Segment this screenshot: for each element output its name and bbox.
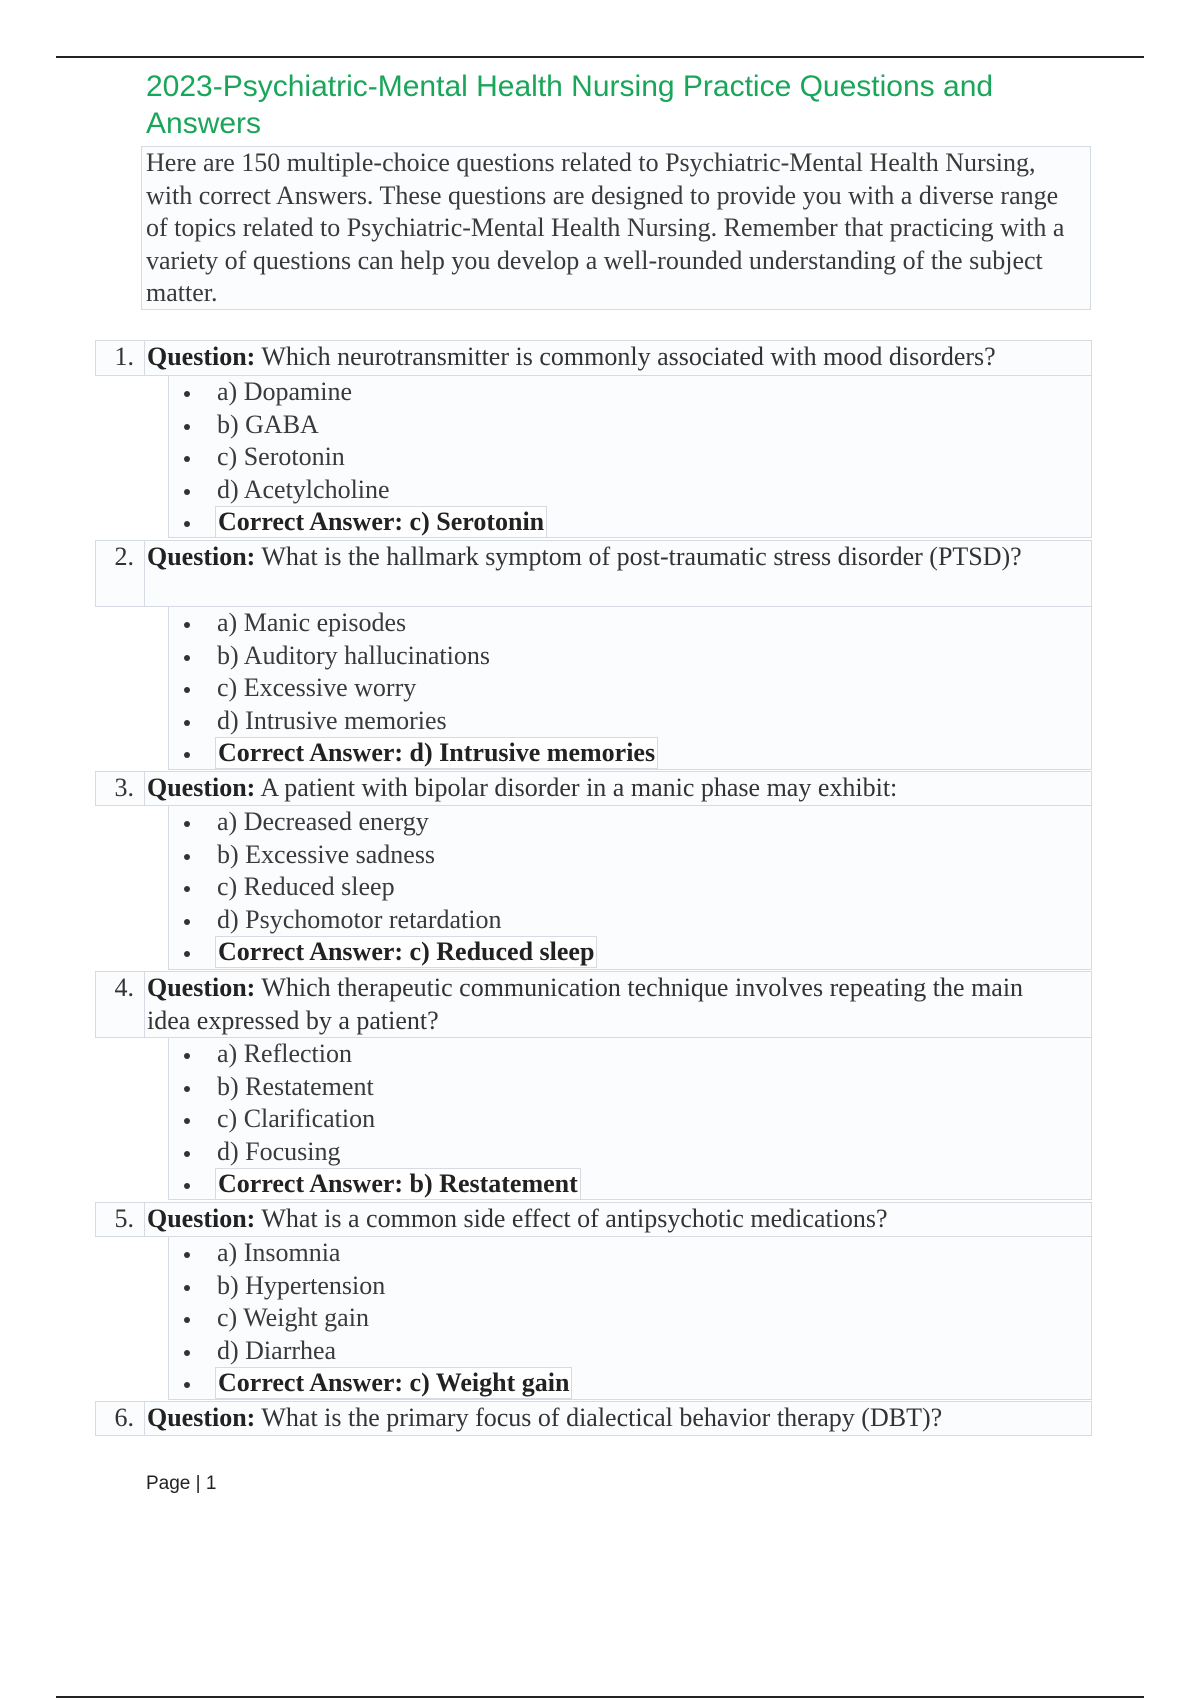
question-row xyxy=(95,771,1092,806)
question-text xyxy=(147,541,1071,574)
bullet-icon xyxy=(184,1317,190,1323)
question-body: What is a common side effect of antipsychotic medications? xyxy=(261,1204,888,1233)
option-item xyxy=(169,409,1091,442)
bullet-icon xyxy=(184,391,190,397)
column-divider xyxy=(144,1203,145,1236)
bullet-icon xyxy=(184,1285,190,1291)
option-item xyxy=(169,1237,1091,1270)
column-divider xyxy=(144,772,145,805)
bullet-icon xyxy=(184,752,190,758)
question-body: What is the hallmark symptom of post-traumatic stress disorder (PTSD)? xyxy=(261,542,1022,571)
option-text: b) Excessive sadness xyxy=(217,839,436,869)
bottom-rule xyxy=(56,1696,1144,1698)
correct-answer-item xyxy=(169,936,1091,969)
question-row xyxy=(95,540,1092,607)
option-item xyxy=(169,871,1091,904)
bullet-icon xyxy=(184,687,190,693)
question-number: 4. xyxy=(114,973,134,1002)
question-row xyxy=(95,340,1092,376)
option-item xyxy=(169,607,1091,640)
question-label: Question: xyxy=(147,1204,256,1233)
page-number: Page | 1 xyxy=(146,1473,217,1494)
option-item xyxy=(169,839,1091,872)
bullet-icon xyxy=(184,1382,190,1388)
correct-answer-item xyxy=(169,1367,1091,1400)
bullet-icon xyxy=(184,720,190,726)
option-text: b) Hypertension xyxy=(217,1270,386,1300)
question-body: What is the primary focus of dialectical behavior therapy (DBT)? xyxy=(261,1403,943,1432)
correct-answer-text: Correct Answer: c) Serotonin xyxy=(215,506,547,538)
option-text: a) Dopamine xyxy=(217,377,353,406)
correct-answer-item xyxy=(169,737,1091,770)
option-item xyxy=(169,904,1091,937)
bullet-icon xyxy=(184,456,190,462)
question-label: Question: xyxy=(147,342,256,371)
question-text xyxy=(147,1203,1071,1236)
bullet-icon xyxy=(184,1151,190,1157)
column-divider xyxy=(144,341,145,375)
options-list xyxy=(169,607,1091,770)
bullet-icon xyxy=(184,919,190,925)
options-list xyxy=(169,1237,1091,1400)
bullet-icon xyxy=(184,821,190,827)
option-text: a) Reflection xyxy=(217,1039,352,1068)
question-number: 6. xyxy=(114,1403,134,1432)
question-label: Question: xyxy=(147,773,256,802)
question-text xyxy=(147,341,1071,374)
document-title: 2023-Psychiatric-Mental Health Nursing Practice Questions and Answers xyxy=(146,70,994,140)
option-text: c) Excessive worry xyxy=(217,673,417,702)
bullet-icon xyxy=(184,1252,190,1258)
intro-paragraph: Here are 150 multiple-choice questions related to Psychiatric-Mental Health Nursing, with correct Answers. These questions are designed to provide you with a diverse range of topics related to Psychiatric-Mental Health Nursing. Remember that practicing with a variety of questions can help you develop a well-rounded understanding of the subject matter. xyxy=(141,146,1091,310)
option-text: c) Clarification xyxy=(217,1104,376,1133)
option-text: b) Auditory hallucinations xyxy=(217,640,490,670)
option-item xyxy=(169,1335,1091,1368)
bullet-icon xyxy=(184,854,190,860)
bullet-icon xyxy=(184,622,190,628)
bullet-icon xyxy=(184,1350,190,1356)
bullet-icon xyxy=(184,1086,190,1092)
option-item xyxy=(169,705,1091,738)
question-number: 2. xyxy=(114,542,134,571)
question-text xyxy=(147,972,1071,1037)
correct-answer-text: Correct Answer: c) Reduced sleep xyxy=(215,936,597,968)
question-body: Which neurotransmitter is commonly associated with mood disorders? xyxy=(261,342,996,371)
question-row xyxy=(95,1202,1092,1237)
correct-answer-text: Correct Answer: d) Intrusive memories xyxy=(215,737,658,769)
option-text: d) Intrusive memories xyxy=(217,705,447,735)
option-text: a) Insomnia xyxy=(217,1238,341,1267)
correct-answer-item xyxy=(169,506,1091,539)
bullet-icon xyxy=(184,1053,190,1059)
option-item xyxy=(169,1302,1091,1335)
options-box xyxy=(168,806,1092,970)
bullet-icon xyxy=(184,886,190,892)
bullet-icon xyxy=(184,655,190,661)
question-row xyxy=(95,1401,1092,1436)
question-body: A patient with bipolar disorder in a manic phase may exhibit: xyxy=(260,773,898,802)
bullet-icon xyxy=(184,424,190,430)
option-text: d) Diarrhea xyxy=(217,1335,337,1365)
option-item xyxy=(169,806,1091,839)
option-item xyxy=(169,441,1091,474)
options-box xyxy=(168,376,1092,538)
question-label: Question: xyxy=(147,1403,256,1432)
options-box xyxy=(168,1237,1092,1400)
option-text: b) Restatement xyxy=(217,1071,374,1101)
bullet-icon xyxy=(184,1118,190,1124)
bullet-icon xyxy=(184,521,190,527)
question-row xyxy=(95,971,1092,1038)
correct-answer-item xyxy=(169,1168,1091,1201)
bullet-icon xyxy=(184,1183,190,1189)
option-item xyxy=(169,474,1091,507)
option-text: c) Serotonin xyxy=(217,442,345,471)
option-item xyxy=(169,376,1091,409)
option-text: a) Manic episodes xyxy=(217,608,407,637)
question-text xyxy=(147,1402,1071,1435)
option-text: d) Psychomotor retardation xyxy=(217,904,502,934)
option-text: a) Decreased energy xyxy=(217,807,429,836)
correct-answer-text: Correct Answer: b) Restatement xyxy=(215,1168,581,1200)
question-number: 5. xyxy=(114,1204,134,1233)
options-list xyxy=(169,806,1091,969)
option-text: b) GABA xyxy=(217,409,319,439)
option-item xyxy=(169,1038,1091,1071)
question-label: Question: xyxy=(147,542,256,571)
options-list xyxy=(169,1038,1091,1201)
option-text: d) Focusing xyxy=(217,1136,341,1166)
option-text: c) Reduced sleep xyxy=(217,872,395,901)
option-item xyxy=(169,1270,1091,1303)
bullet-icon xyxy=(184,951,190,957)
option-item xyxy=(169,672,1091,705)
top-rule xyxy=(56,56,1144,58)
option-item xyxy=(169,1071,1091,1104)
column-divider xyxy=(144,1402,145,1435)
option-text: d) Acetylcholine xyxy=(217,474,390,504)
options-box xyxy=(168,607,1092,770)
question-text xyxy=(147,772,1071,805)
column-divider xyxy=(144,541,145,606)
options-box xyxy=(168,1038,1092,1200)
column-divider xyxy=(144,972,145,1037)
question-label: Question: xyxy=(147,973,256,1002)
option-item xyxy=(169,1103,1091,1136)
question-number: 1. xyxy=(114,342,134,371)
option-text: c) Weight gain xyxy=(217,1303,369,1332)
option-item xyxy=(169,1136,1091,1169)
question-body: Which therapeutic communication technique involves repeating the main idea expressed by a patient? xyxy=(147,973,1024,1035)
options-list xyxy=(169,376,1091,539)
bullet-icon xyxy=(184,489,190,495)
correct-answer-text: Correct Answer: c) Weight gain xyxy=(215,1367,572,1399)
option-item xyxy=(169,640,1091,673)
question-number: 3. xyxy=(114,773,134,802)
